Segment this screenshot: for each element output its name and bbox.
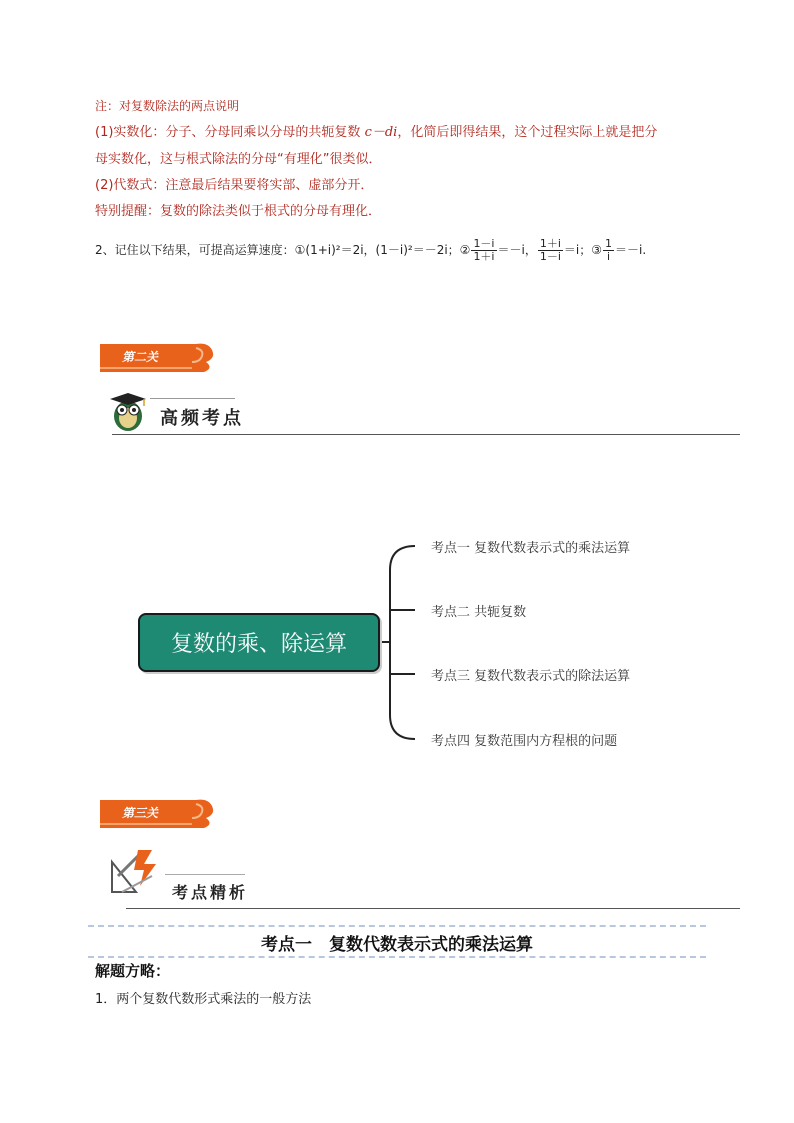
mindmap-center-node: 复数的乘、除运算	[138, 613, 380, 672]
kaodian1-title: 考点一 复数代数表示式的乘法运算	[261, 935, 533, 955]
section3-divider	[126, 908, 740, 909]
fraction-2: $\frac{1+i}{1-i}$	[539, 237, 561, 263]
section2-banner	[100, 340, 218, 374]
drawing-tools-icon	[108, 846, 160, 896]
special-reminder: 特别提醒：复数的除法类似于根式的分母有理化．	[95, 204, 382, 219]
note-point-1-label: (1)实数化	[95, 125, 153, 140]
owl-graduate-icon	[108, 390, 148, 432]
note-point-1: (1)实数化：分子、分母同乘以分母的共轭复数 c－di，化简后即得结果，这个过程实际上就是把分	[95, 125, 658, 140]
solution-strategy-heading: 解题方略：	[95, 962, 171, 980]
section2-divider	[112, 434, 740, 435]
section2-banner-label: 第二关	[122, 350, 159, 364]
banner-ribbon-icon	[100, 796, 218, 830]
note-point-1-continued: 母实数化，这与根式除法的分母“有理化”很类似．	[95, 152, 382, 167]
strategy-item-1: 1．两个复数代数形式乘法的一般方法	[95, 992, 312, 1007]
mindmap-leaf-3: 考点三 复数代数表示式的除法运算	[431, 669, 631, 684]
section3-title: 考点精析	[172, 883, 249, 902]
note-point-2-label: (2)代数式	[95, 178, 153, 193]
note-heading: 注：对复数除法的两点说明	[95, 99, 240, 113]
note-point-2: (2)代数式：注意最后结果要将实部、虚部分开．	[95, 178, 374, 193]
mindmap-leaf-4: 考点四 复数范围内方程根的问题	[431, 734, 618, 749]
fraction-1: $\frac{1-i}{1+i}$	[473, 237, 495, 263]
section2-title: 高频考点	[160, 408, 244, 429]
section3-banner	[100, 796, 218, 830]
section2-title-overline	[150, 398, 235, 399]
mindmap-leaf-2: 考点二 共轭复数	[431, 605, 527, 620]
fraction-3: $\frac{1}{i}$	[605, 237, 612, 263]
conjugate-expression: c－di	[364, 125, 398, 140]
kaodian-top-dashed-rule	[88, 925, 706, 927]
kaodian-bottom-dashed-rule	[88, 956, 706, 958]
memory-formulas: 2、记住以下结果，可提高运算速度：①(1+i)²＝2i，(1－i)²＝－2i；② $\frac{1-i}{1+i}$ ＝－i， $\frac{1+i}{1-i}$ ＝i；③ $\frac{1}{i}$ ＝－i.	[95, 237, 647, 263]
banner-ribbon-icon	[100, 340, 218, 374]
section3-title-overline	[165, 874, 245, 875]
section3-banner-label: 第三关	[122, 806, 159, 820]
mindmap-leaf-1: 考点一 复数代数表示式的乘法运算	[431, 541, 631, 556]
